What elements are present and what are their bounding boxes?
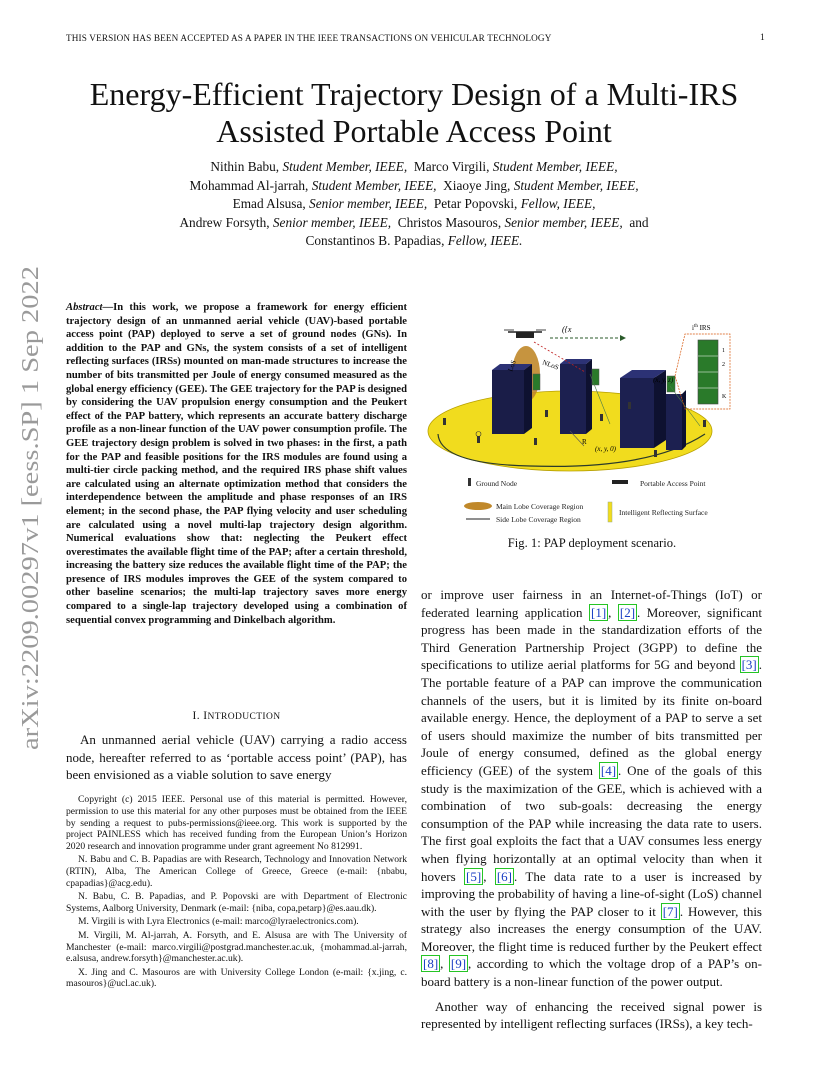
arxiv-id: arXiv:2209.00297v1 [eess.SP] 1 Sep 2022 xyxy=(17,333,44,750)
los-label: LoS xyxy=(506,358,518,373)
irs-coordinate-label: (x, y, z) xyxy=(653,376,674,384)
running-head: THIS VERSION HAS BEEN ACCEPTED AS A PAPER IN THE IEEE TRANSACTIONS ON VEHICULAR TECHNOLOGY xyxy=(66,33,552,43)
legend-main-lobe: Main Lobe Coverage Region xyxy=(496,502,584,511)
footnotes xyxy=(66,794,407,992)
building-4-icon xyxy=(666,390,686,450)
gn-coordinate-label: (x, y, 0) xyxy=(595,445,616,453)
paragraph: Another way of enhancing the received signal power is represented by intelligent reflecting surfaces (IRSs), a key tech- xyxy=(421,998,762,1032)
footnote-affiliation: X. Jing and C. Masouros are with University College London (e-mail: {x.jing, c. masouros}@ucl.ac.uk). xyxy=(66,966,407,990)
author-affiliation: Student Member, IEEE, xyxy=(282,159,408,174)
irs-element-2-label: 2 xyxy=(722,362,725,368)
section-heading-introduction xyxy=(66,710,407,722)
ground-node-icon xyxy=(654,450,657,457)
citation-link[interactable]: [8] xyxy=(423,956,439,972)
author-affiliation: Fellow, IEEE, xyxy=(520,196,596,211)
ground-node-icon xyxy=(534,438,537,445)
citation-link[interactable]: [4] xyxy=(600,762,617,778)
ground-node-icon xyxy=(703,420,706,427)
trajectory-arrowhead-icon xyxy=(620,335,626,341)
author-affiliation: Senior member, IEEE, xyxy=(309,196,428,211)
ground-node-icon xyxy=(443,418,446,425)
citation-link[interactable]: [5] xyxy=(466,868,482,884)
ground-node-icon xyxy=(600,414,603,421)
citation-link[interactable]: [3] xyxy=(741,657,757,673)
legend-pap: Portable Access Point xyxy=(640,479,706,488)
irs-element-1-label: 1 xyxy=(722,348,725,354)
legend-pap-icon xyxy=(612,480,628,484)
author-name: Mohammad Al-jarrah, xyxy=(189,177,309,193)
author-affiliation: Fellow, IEEE. xyxy=(447,233,523,248)
paragraph: or improve user fairness in an Internet-of-Things (IoT) or federated learning application [1] , [2] . Moreover, significant progress has been made in the standardization efforts of the Third Generation Partnership Project (3GPP) to define the specifications to utilize aerial platforms for 5G and beyond [3] . The portable feature of a PAP can improve the communication channels of the users, but it is limited by its finite on-board available energy. Hence, the deployment of a PAP to serve a set of users should maximize the number of bits transmitted per Joule of energy consumed, defined as the global energy efficiency (GEE) of the system [4] . One of the goals of this study is the maximization of the GEE, which is achieved with a combination of two sub-goals: decreasing the energy consumption of the PAP while increasing the data rate to users. The first goal exploits the fact that a UAV consumes less energy when flying horizontally at an optimal velocity than when it hovers [5] , [6] . The data rate to a user is increased by improving the probability of having a line-of-sight (LoS) channel with the user by flying the PAP closer to it [7] . However, this strategy also increases the energy consumption of the UAV. Moreover, the flight time is reduced further by the Peukert effect [8] , [9] , according to which the voltage drop of a PAP’s on-board battery is a non-linear function of the power output. xyxy=(421,587,763,990)
citation-link[interactable]: [6] xyxy=(496,868,512,884)
legend-ground-node-icon xyxy=(468,478,471,486)
citation-link[interactable]: [9] xyxy=(450,956,467,972)
author-name: Marco Virgili, xyxy=(413,159,490,174)
author-conjunction: and xyxy=(629,214,649,230)
footnote-affiliation: N. Babu, C. B. Papadias, and P. Popovski are with Department of Electronic Systems, Aalborg University, Denmark (e-mail: {niba, copa,petarp}@es.aau.dk). xyxy=(66,891,407,915)
footnote-affiliation: M. Virgili is with Lyra Electronics (e-mail: marco@lyraelectronics.com). xyxy=(78,916,359,928)
radius-label: R xyxy=(582,438,587,446)
author-affiliation: Student Member, IEEE, xyxy=(513,177,639,193)
legend-ground-node: Ground Node xyxy=(476,479,518,488)
legend-irs-icon xyxy=(608,502,612,522)
irs-index-label: $i^{th}$ IRS xyxy=(692,324,711,332)
right-column-text xyxy=(421,586,762,1040)
nlos-label: NLoS xyxy=(541,358,560,372)
footnote-affiliation: N. Babu and C. B. Papadias are with Research, Technology and Innovation Network (RTIN), Alba, The American College of Greece, Greece (e-mail: {nbabu, cpapadias}@acg.edu). xyxy=(66,854,407,890)
building-2-icon xyxy=(560,359,592,434)
author-name: Xiaoye Jing, xyxy=(443,177,511,193)
uav-pap-icon xyxy=(504,330,546,338)
section-title-rest: NTRODUCTION xyxy=(207,712,281,722)
footnote-affiliation: M. Virgili, M. Al-jarrah, A. Forsyth, and E. Alsusa are with The University of Manchester (e-mail: marco.virgili@postgrad.manchester.ac.uk, {mohammad.al-jarrah, e.alsusa, andrew.forsyth}@manchester.ac.uk). xyxy=(66,929,407,965)
figure-caption: Fig. 1: PAP deployment scenario. xyxy=(507,536,677,550)
building-1-icon xyxy=(492,364,532,434)
author-affiliation: Senior member, IEEE, xyxy=(272,214,392,230)
paper-title: Energy-Efficient Trajectory Design of a Multi-IRS Assisted Portable Access Point xyxy=(89,76,739,149)
legend xyxy=(464,478,708,524)
irs-element-k-label: K xyxy=(722,394,727,400)
legend-irs: Intelligent Reflecting Surface xyxy=(619,508,708,517)
author-affiliation: Senior member, IEEE, xyxy=(504,214,623,230)
ground-node-icon xyxy=(545,410,548,417)
legend-main-lobe-icon xyxy=(464,502,492,510)
author-name: Petar Popovski, xyxy=(433,196,518,211)
irs-panel-icon xyxy=(533,374,540,390)
citation-link[interactable]: [1] xyxy=(591,604,607,620)
section-cap-letter: I xyxy=(203,710,208,722)
legend-side-lobe: Side Lobe Coverage Region xyxy=(496,515,581,524)
ground-node-icon xyxy=(628,402,631,409)
author-affiliation: Student Member, IEEE, xyxy=(492,159,618,174)
intro-paragraph: An unmanned aerial vehicle (UAV) carrying a radio access node, hereafter referred to as ‘portable access point’ (PAP), has been envisioned as a viable solution to save energy xyxy=(66,732,407,783)
author-list xyxy=(100,158,728,251)
author-name: Andrew Forsyth, xyxy=(179,214,270,230)
irs-panel-icon xyxy=(592,369,599,385)
abstract-lead: Abstract xyxy=(66,302,103,313)
section-number: I. xyxy=(192,710,200,722)
author-name: Christos Masouros, xyxy=(397,214,502,230)
page-number: 1 xyxy=(760,33,765,43)
arxiv-watermark xyxy=(5,262,47,752)
author-name: Constantinos B. Papadias, xyxy=(305,233,445,248)
abstract-text: —In this work, we propose a framework for energy efficient trajectory design of an unmanned aerial vehicle (UAV)-based portable access point (PAP) deployed to serve a set of ground nodes (GNs). In addition to the PAP and GNs, the system consists of a set of intelligent reflecting surfaces (IRSs) mounted on man-made structures to increase the number of bits transmitted per Joule of energy consumed measured as the global energy efficiency (GEE). The GEE trajectory for the PAP is designed by considering the UAV propulsion energy consumption and the Peukert effect of the PAP battery, which represents an accurate battery discharge profile as a non-linear function of the UAV power consumption profile. The GEE trajectory design problem is solved in two phases: in the first, a path for the PAP and feasible positions for the IRS modules are found using a multi-tier circle packing method, and the required IRS phase shift values are calculated using an alternate optimization method that considers the interdependence between the amplitude and phase responses of an IRS element; in the second phase, the PAP flying velocity and user scheduling are calculated using a novel multi-lap trajectory design algorithm. Numerical evaluations show that: neglecting the Peukert effect overestimates the available flight time of the PAP; after a certain threshold, increasing the battery size reduces the available flight time of the PAP; the presence of IRS modules improves the GEE of the system compared to other baseline scenarios; the multi-lap trajectory saves more energy compared to a single-lap trajectory developed using a combination of sequential convex programming and Dinkelbach algorithm. xyxy=(66,302,407,626)
citation-link[interactable]: [7] xyxy=(662,903,678,919)
figure-pap-deployment xyxy=(420,314,764,534)
author-name: Nithin Babu, xyxy=(210,159,280,174)
pap-trajectory-label: ({x xyxy=(562,325,572,334)
author-affiliation: Student Member, IEEE, xyxy=(311,177,437,193)
citation-link[interactable]: [2] xyxy=(619,604,636,620)
abstract xyxy=(66,301,407,627)
author-name: Emad Alsusa, xyxy=(232,196,306,211)
footnote-copyright: Copyright (c) 2015 IEEE. Personal use of this material is permitted. However, permission to use this material for any other purposes must be obtained from the IEEE by sending a request to pubs-permissions@ieee.org. This work is supported by the project PAINLESS which has received funding from the European Union’s Horizon 2020 research and innovation programme under grant agreement No 812991. xyxy=(66,794,407,853)
